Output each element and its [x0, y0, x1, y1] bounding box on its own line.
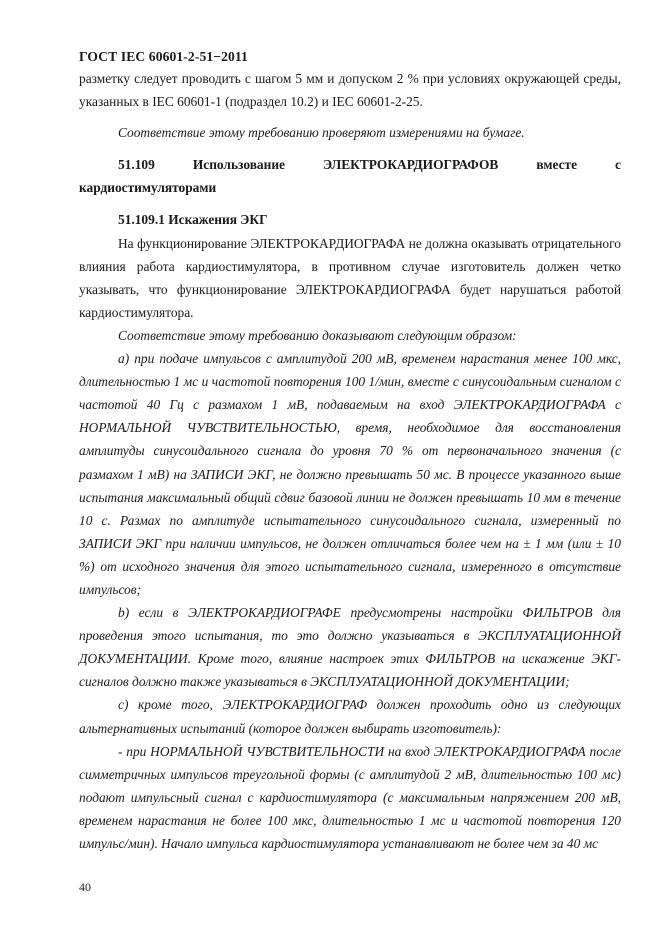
- document-body: [79, 67, 621, 855]
- subsection-heading-51-109-1: 51.109.1 Искажения ЭКГ: [118, 212, 268, 228]
- list-item-dash: - при НОРМАЛЬНОЙ ЧУВСТВИТЕЛЬНОСТИ на вход ЭЛЕКТРОКАРДИОГРАФА после симметричных импульсов треугольной формы (с амплитудой 2 мВ, длительностью 100 мс) подают импульсный сигнал с кардиостимулятора (с максимальным напряжением 200 мВ, временем нарастания не более 100 мкс, длительностью 1 мс и частотой повторения 120 импульс/мин). Начало импульса кардиостимулятора устанавливают не более чем за 40 мс: [79, 743, 621, 851]
- section-heading-51-109: 51.109 Использование ЭЛЕКТРОКАРДИОГРАФОВ вместе с кардиостимуляторами: [79, 157, 621, 196]
- paragraph-compliance-method: Соответствие этому требованию доказывают следующим образом:: [118, 327, 517, 343]
- paragraph-continuation: разметку следует проводить с шагом 5 мм и допуском 2 % при условиях окружающей среды, указанных в IEC 60601-1 (подраздел 10.2) и IEC 60601-2-25.: [79, 71, 621, 110]
- page-number: 40: [79, 880, 91, 894]
- document-header: ГОСТ IEC 60601-2-51−2011: [79, 49, 248, 64]
- list-item-a: а) при подаче импульсов с амплитудой 200 мВ, временем нарастания менее 100 мкс, длительностью 1 мс и частотой повторения 100 1/мин, вместе с синусоидальным сигналом с частотой 40 Гц с размахом 1 мВ, подаваемым на вход ЭЛЕКТРОКАРДИОГРАФА с НОРМАЛЬНОЙ ЧУВСТВИТЕЛЬНОСТЬЮ, время, необходимое для восстановления амплитуды синусоидального сигнала до уровня 70 % от первоначального значения (с размахом 1 мВ) на ЗАПИСИ ЭКГ, не должно превышать 50 мс. В процессе указанного выше испытания максимальный общий сдвиг базовой линии не должен превышать 10 мм в течение 10 с. Размах по амплитуде испытательного синусоидального сигнала, измеренный по ЗАПИСИ ЭКГ при наличии импульсов, не должен отличаться более чем на ± 1 мм (или ± 10 %) от исходного значения для этого испытательного сигнала, измеренного в отсутствие импульсов;: [79, 351, 621, 597]
- paragraph-requirement: На функционирование ЭЛЕКТРОКАРДИОГРАФА не должна оказывать отрицательного влияния работа кардиостимулятора, в противном случае изготовитель должен четко указывать, что функционирование ЭЛЕКТРОКАРДИОГРАФА будет нарушаться работой кардиостимулятора.: [79, 235, 621, 320]
- list-item-b: b) если в ЭЛЕКТРОКАРДИОГРАФЕ предусмотрены настройки ФИЛЬТРОВ для проведения этого испытания, то это должно указываться в ЭКСПЛУАТАЦИОННОЙ ДОКУМЕНТАЦИИ. Кроме того, влияние настроек этих ФИЛЬТРОВ на искажение ЭКГ-сигналов должно также указываться в ЭКСПЛУАТАЦИОННОЙ ДОКУМЕНТАЦИИ;: [79, 605, 621, 690]
- paragraph-compliance-check: Соответствие этому требованию проверяют измерениями на бумаге.: [118, 125, 525, 141]
- list-item-c: с) кроме того, ЭЛЕКТРОКАРДИОГРАФ должен проходить одно из следующих альтернативных испытаний (которое должен выбирать изготовитель):: [79, 697, 621, 736]
